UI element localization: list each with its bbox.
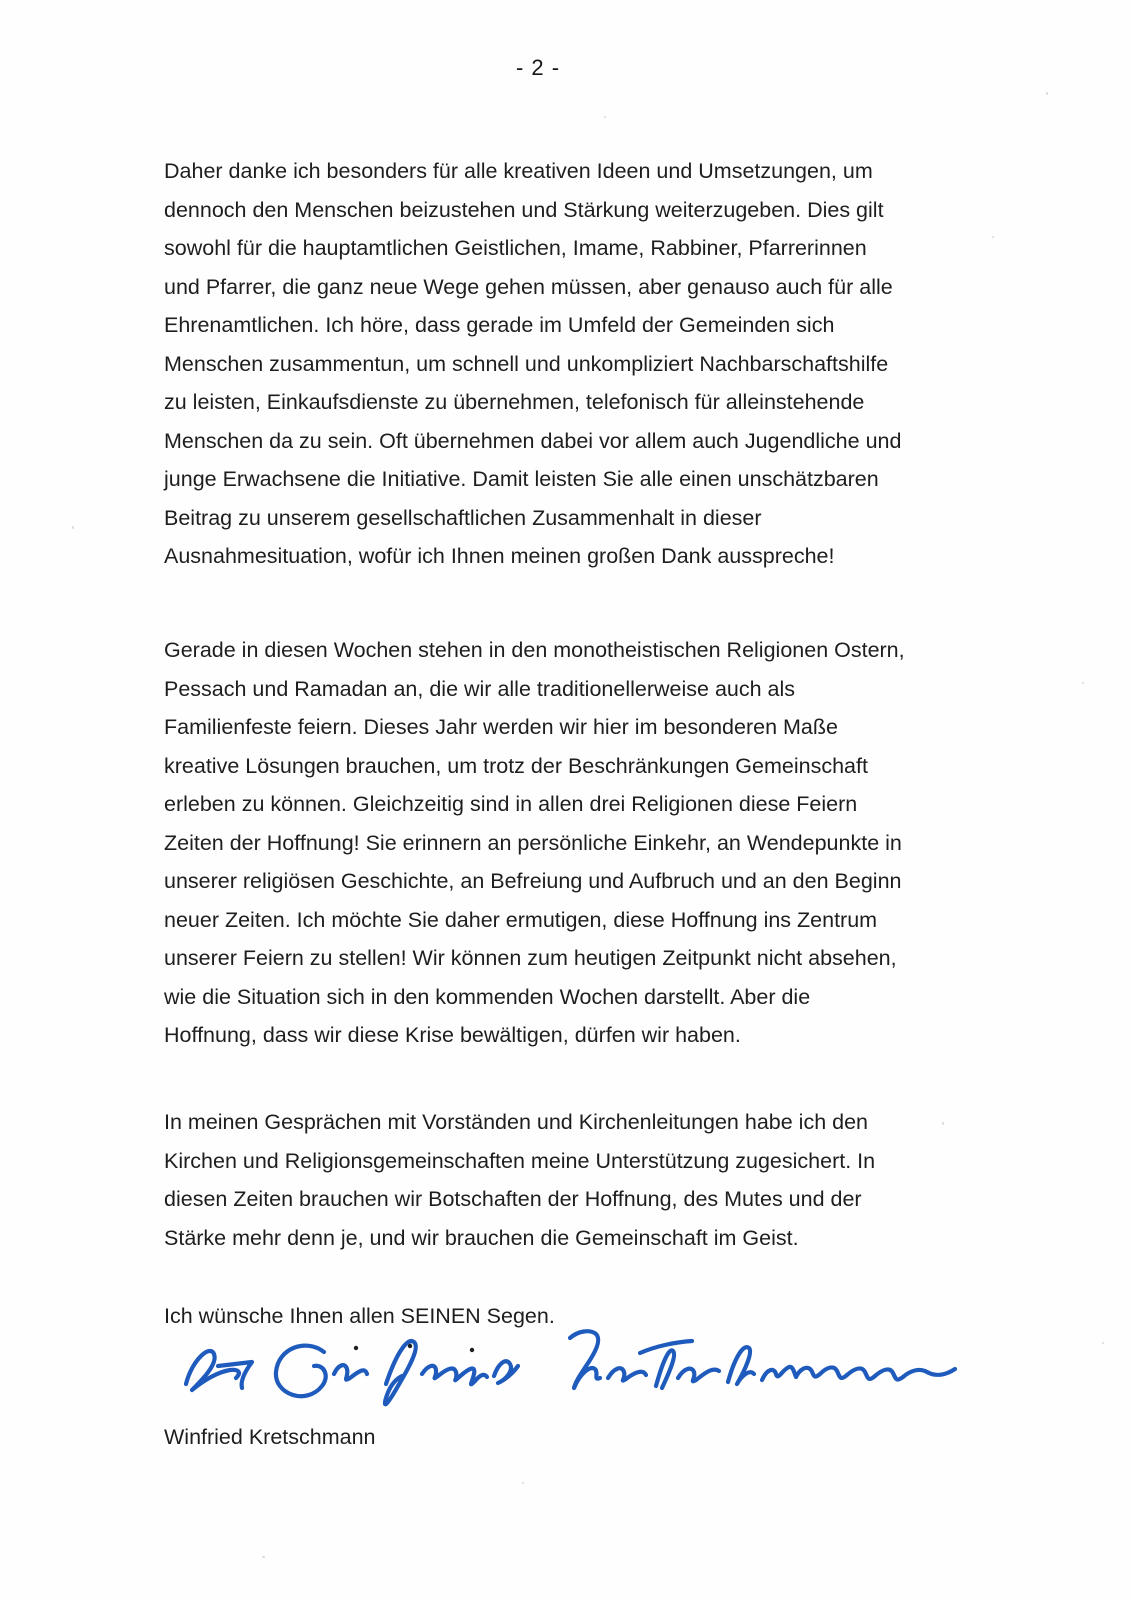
letter-line: Familienfeste feiern. Dieses Jahr werden wir hier im besonderen Maße [164, 715, 838, 739]
letter-line: zu leisten, Einkaufsdienste zu übernehmen, telefonisch für alleinstehende [164, 390, 865, 414]
letter-line: In meinen Gesprächen mit Vorständen und Kirchenleitungen habe ich den [164, 1110, 868, 1134]
letter-line: Beitrag zu unserem gesellschaftlichen Zusammenhalt in dieser [164, 505, 762, 530]
letter-line: Menschen zusammentun, um schnell und unkompliziert Nachbarschaftshilfe [164, 351, 889, 376]
letter-line: Stärke mehr denn je, und wir brauchen die Gemeinschaft im Geist. [164, 1225, 799, 1250]
letter-line: diesen Zeiten brauchen wir Botschaften der Hoffnung, des Mutes und der [164, 1187, 862, 1211]
letter-line: dennoch den Menschen beizustehen und Stärkung weiterzugeben. Dies gilt [164, 197, 884, 222]
page-number: - 2 - [515, 55, 561, 80]
letter-line: Pessach und Ramadan an, die wir alle traditionellerweise auch als [164, 676, 796, 701]
closing-line: Ich wünsche Ihnen allen SEINEN Segen. [164, 1304, 555, 1328]
scan-speckle [1046, 92, 1048, 95]
letter-line: neuer Zeiten. Ich möchte Sie daher ermutigen, diese Hoffnung ins Zentrum [164, 907, 878, 932]
letter-line: Menschen da zu sein. Oft übernehmen dabei vor allem auch Jugendliche und [164, 428, 902, 453]
scan-speckle [262, 1556, 265, 1558]
paragraph-1 [164, 152, 974, 576]
letter-line: kreative Lösungen brauchen, um trotz der Beschränkungen Gemeinschaft [164, 753, 868, 778]
scan-speckle [942, 1122, 944, 1125]
scan-speckle [992, 236, 994, 238]
letter-line: sowohl für die hauptamtlichen Geistlichen, Imame, Rabbiner, Pfarrerinnen [164, 236, 867, 260]
signature-name: Winfried Kretschmann [164, 1425, 376, 1449]
letter-line: und Pfarrer, die ganz neue Wege gehen müssen, aber genauso auch für alle [164, 274, 893, 299]
letter-line: Gerade in diesen Wochen stehen in den monotheistischen Religionen Ostern, [164, 638, 905, 662]
letter-line: Kirchen und Religionsgemeinschaften meine Unterstützung zugesichert. In [164, 1148, 876, 1173]
letter-line: Zeiten der Hoffnung! Sie erinnern an persönliche Einkehr, an Wendepunkte in [164, 830, 902, 855]
scan-speckle [1102, 1342, 1104, 1344]
scan-speckle [72, 526, 74, 529]
letter-line: erleben zu können. Gleichzeitig sind in allen drei Religionen diese Feiern [164, 792, 858, 816]
scan-speckle [522, 1482, 524, 1484]
letter-line: junge Erwachsene die Initiative. Damit leisten Sie alle einen unschätzbaren [164, 467, 879, 491]
handwritten-signature [172, 1322, 967, 1422]
letter-line: unserer religiösen Geschichte, an Befreiung und Aufbruch und an den Beginn [164, 869, 902, 893]
paragraph-2 [164, 631, 974, 1055]
scan-speckle [604, 116, 606, 118]
letter-line: Ausnahmesituation, wofür ich Ihnen meinen großen Dank ausspreche! [164, 544, 835, 568]
letter-line: unserer Feiern zu stellen! Wir können zum heutigen Zeitpunkt nicht absehen, [164, 946, 897, 970]
letter-line: Daher danke ich besonders für alle kreativen Ideen und Umsetzungen, um [164, 159, 873, 183]
letter-line: wie die Situation sich in den kommenden Wochen darstellt. Aber die [164, 984, 811, 1009]
scan-speckle [1082, 682, 1084, 684]
letter-line: Ehrenamtlichen. Ich höre, dass gerade im Umfeld der Gemeinden sich [164, 313, 835, 337]
letter-line: Hoffnung, dass wir diese Krise bewältigen, dürfen wir haben. [164, 1023, 741, 1047]
paragraph-3 [164, 1103, 974, 1257]
